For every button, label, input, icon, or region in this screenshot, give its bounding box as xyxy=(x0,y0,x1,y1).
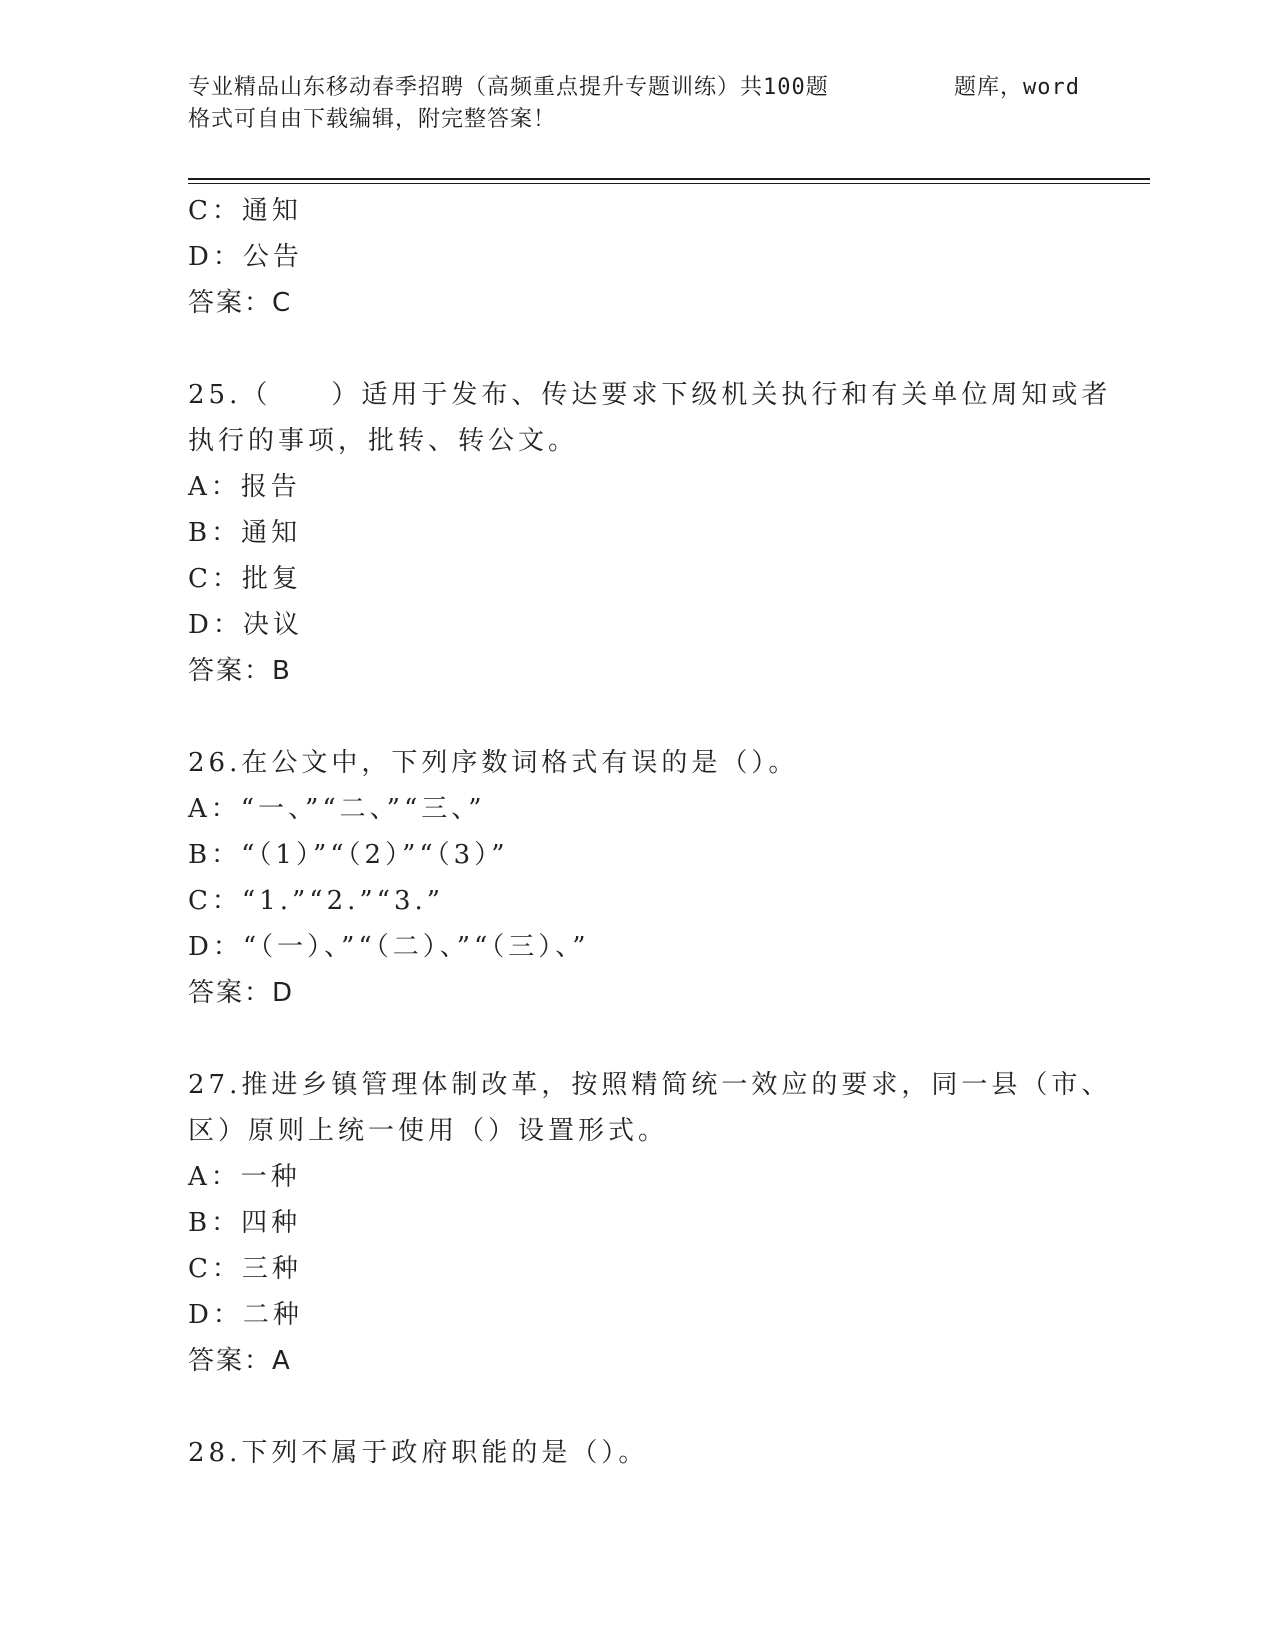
question-24-continuation xyxy=(188,188,1088,326)
option-d: D：“（一）、”“（二）、”“（三）、” xyxy=(188,932,590,962)
option-b: B：通知 xyxy=(188,518,302,548)
question-28 xyxy=(188,1430,1088,1476)
header-subtitle: 格式可自由下载编辑，附完整答案！ xyxy=(188,107,557,132)
spacer xyxy=(188,694,1088,740)
option-c: C：通知 xyxy=(188,196,302,226)
document-header xyxy=(188,72,1088,136)
question-stem-line: 26.在公文中，下列序数词格式有误的是（）。 xyxy=(188,748,799,778)
question-25 xyxy=(188,372,1112,694)
question-stem-line: 25.（ ）适用于发布、传达要求下级机关执行和有关单位周知或者 xyxy=(188,380,1112,410)
option-c: C：“1.”“2.”“3.” xyxy=(188,886,445,916)
spacer xyxy=(188,326,1088,372)
option-a: A：报告 xyxy=(188,472,301,502)
question-27 xyxy=(188,1062,1112,1384)
header-line xyxy=(188,72,1080,104)
option-d: D：决议 xyxy=(188,610,303,640)
answer-line: 答案：B xyxy=(188,656,292,686)
answer-line: 答案：A xyxy=(188,1346,292,1376)
option-c: C：三种 xyxy=(188,1254,302,1284)
option-c: C：批复 xyxy=(188,564,302,594)
question-stem-line: 执行的事项，批转、转公文。 xyxy=(188,426,579,456)
spacer xyxy=(188,1384,1088,1430)
answer-line: 答案：D xyxy=(188,978,295,1008)
header-divider-thick xyxy=(188,178,1150,180)
option-d: D：二种 xyxy=(188,1300,303,1330)
question-stem-line: 区）原则上统一使用（）设置形式。 xyxy=(188,1116,669,1146)
option-a: A：“一、”“二、”“三、” xyxy=(188,794,486,824)
header-title: 专业精品山东移动春季招聘（高频重点提升专题训练）共100题 xyxy=(188,75,829,100)
header-format-note: 题库，word xyxy=(954,75,1080,100)
answer-line: 答案：C xyxy=(188,288,293,318)
question-stem-line: 27.推进乡镇管理体制改革，按照精简统一效应的要求，同一县（市、 xyxy=(188,1070,1112,1100)
option-b: B：四种 xyxy=(188,1208,302,1238)
header-divider-thin xyxy=(188,183,1150,184)
spacer xyxy=(188,1016,1088,1062)
question-26 xyxy=(188,740,1088,1016)
option-b: B：“（1）”“（2）”“（3）” xyxy=(188,840,509,870)
document-body xyxy=(188,188,1112,1476)
option-a: A：一种 xyxy=(188,1162,301,1192)
question-stem-line: 28.下列不属于政府职能的是（）。 xyxy=(188,1438,649,1468)
option-d: D：公告 xyxy=(188,242,303,272)
